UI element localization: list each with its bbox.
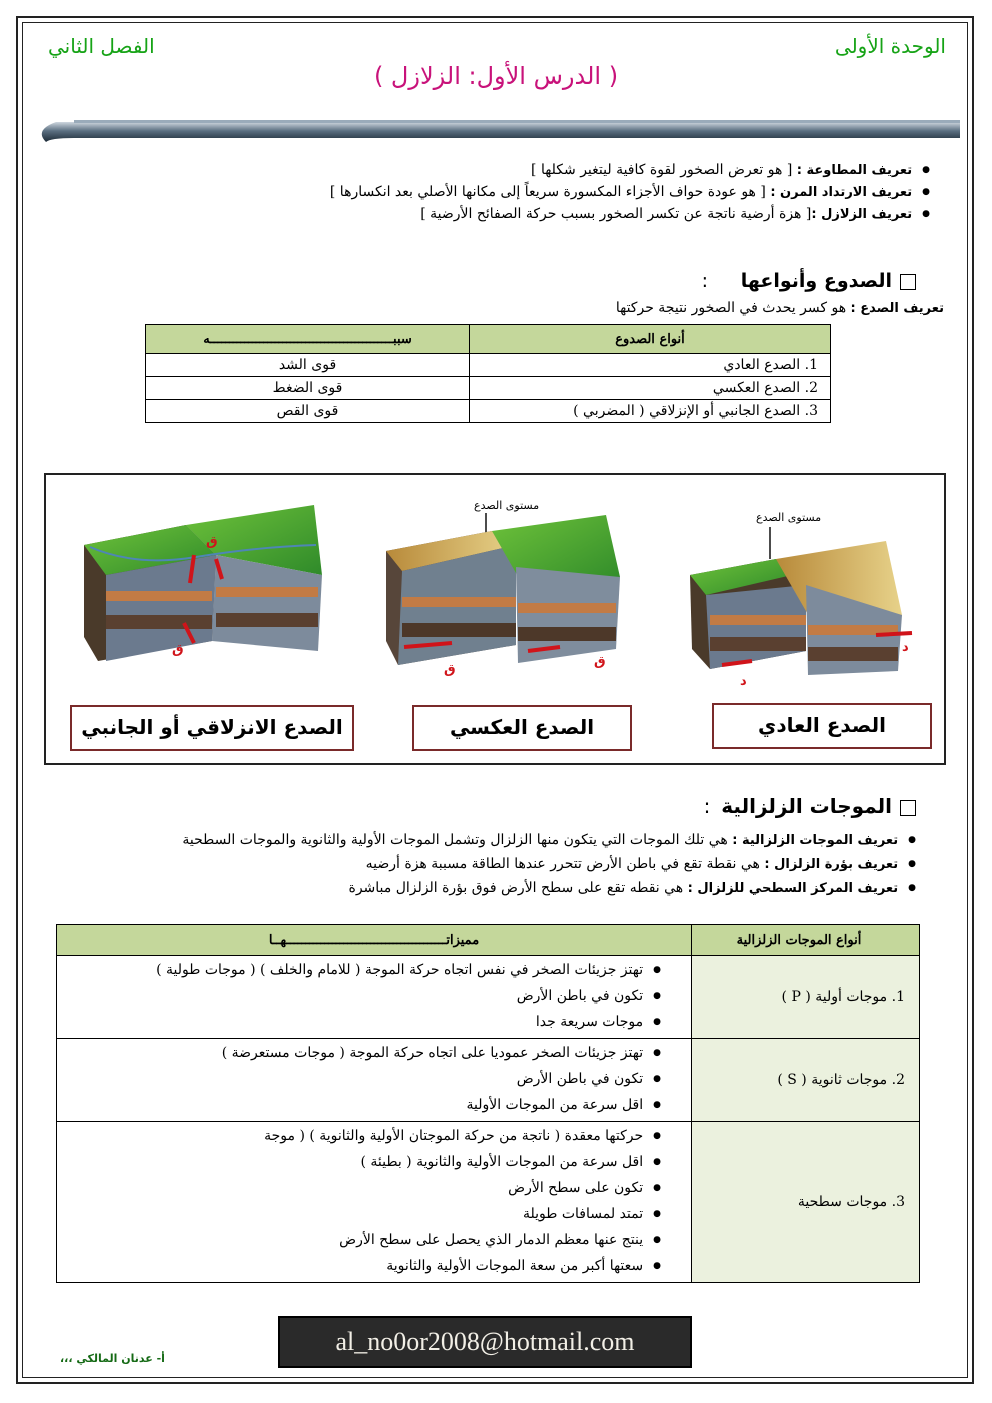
- fault-plane-label: مستوى الصدع: [474, 499, 540, 512]
- col-header-fault-types: أنواع الصدوع: [470, 325, 831, 354]
- definition-item: ● تعريف الارتداد المرن : [ هو عودة حواف الأجزاء المكسورة سريعاً إلى مكانها الأصلي بعد انكسارها ]: [90, 184, 930, 200]
- table-row: 3. الصدع الجانبي أو الإنزلاقي ( المضربي ) قوى القص: [146, 400, 831, 423]
- author-name: أ- عدنان المالكي ،،،: [60, 1352, 165, 1365]
- wave-type-cell: 2. موجات ثانوية ( S ): [692, 1039, 920, 1122]
- table-row: 2. موجات ثانوية ( S ) ● تهتز جزيئات الصخر عموديا على اتجاه حركة الموجة ( موجات مستعرضة ) ● تكون في باطن الأرض ● اقل سرعة من الموجات الأولية: [57, 1039, 920, 1122]
- header-divider: [34, 116, 960, 142]
- waves-definitions: [76, 832, 916, 896]
- col-header-wave-types: أنواع الموجات الزلزالية: [692, 925, 920, 956]
- seismic-waves-table: [56, 924, 920, 1283]
- definition-item: ● تعريف بؤرة الزلزال : هي نقطة تقع في باطن الأرض تتحرر عندها الطاقة مسببة هزة أرضيه: [76, 856, 916, 872]
- faults-heading: الصدوع وأنواعها :: [702, 270, 916, 292]
- force-label: د: [902, 640, 909, 655]
- fault-plane-label: مستوى الصدع: [756, 511, 822, 524]
- lesson-title: ( الدرس الأول: الزلازل ): [373, 62, 619, 90]
- checkbox-icon: [900, 800, 916, 816]
- force-label: ق: [172, 642, 184, 657]
- table-row: 1. الصدع العادي قوى الشد: [146, 354, 831, 377]
- table-row: 3. موجات سطحية ● حركتها معقدة ( ناتجة من حركة الموجتان الأولية والثانوية ) ( موجة ● اقل سرعة من الموجات الأولية والثانوية ( بطيئة ) ● تكون على سطح الأرض ● تمتد لمسافات طويلة ● ينتج عنها معظم الدمار الذي يحصل على سطح الأرض ● سعتها أكبر من سعة الموجات الأولية والثانوية: [57, 1122, 920, 1283]
- force-label: د: [740, 674, 747, 689]
- wave-type-cell: 3. موجات سطحية: [692, 1122, 920, 1283]
- strike-slip-block: [84, 505, 322, 661]
- unit-title: الوحدة الأولى: [834, 34, 946, 58]
- reverse-fault-block: [386, 499, 620, 677]
- definition-item: ● تعريف الزلازل :[ هزة أرضية ناتجة عن تكسر الصخور بسبب حركة الصفائح الأرضية ]: [90, 206, 930, 222]
- table-row: 2. الصدع العكسي قوى الضغط: [146, 377, 831, 400]
- fault-definition: تعريف الصدع : هو كسر يحدث في الصخور نتيجة حركتها: [615, 300, 944, 316]
- definitions-list: [90, 162, 930, 228]
- definition-item: ● تعريف المطاوعة : [ هو تعرض الصخور لقوة كافية ليتغير شكلها ]: [90, 162, 930, 178]
- col-header-features: مميزاتــــــــــــــــــــــــــــــــــــــــــهــا: [57, 925, 692, 956]
- force-label: ق: [594, 654, 606, 669]
- fault-types-figure: [44, 473, 946, 765]
- semester-title: الفصل الثاني: [48, 34, 155, 58]
- table-row: 1. موجات أولية ( P ) ● تهتز جزيئات الصخر في نفس اتجاه حركة الموجة ( للامام والخلف ) ( موجات طولية ) ● تكون في باطن الأرض ● موجات سريعة جدا: [57, 956, 920, 1039]
- label-normal-fault: الصدع العادي: [712, 703, 932, 749]
- label-strike-slip-fault: الصدع الانزلاقي أو الجانبي: [70, 705, 354, 751]
- definition-item: ● تعريف الموجات الزلزالية : هي تلك الموجات التي يتكون منها الزلزال وتشمل الموجات الأولية والثانوية والموجات السطحية: [76, 832, 916, 848]
- waves-heading: الموجات الزلزالية :: [704, 794, 916, 818]
- faults-table: [145, 324, 831, 423]
- wave-type-cell: 1. موجات أولية ( P ): [692, 956, 920, 1039]
- email-banner: al_no0or2008@hotmail.com: [278, 1316, 692, 1368]
- checkbox-icon: [900, 274, 916, 290]
- force-label: ق: [206, 534, 218, 549]
- normal-fault-block: [690, 511, 912, 689]
- label-reverse-fault: الصدع العكسي: [412, 705, 632, 751]
- force-label: ق: [444, 662, 456, 677]
- definition-item: ● تعريف المركز السطحي للزلزال : هي نقطه تقع على سطح الأرض فوق بؤرة الزلزال مباشرة: [76, 880, 916, 896]
- col-header-cause: سببــــــــــــــــــــــــــــــــــــــــــــــــه: [146, 325, 470, 354]
